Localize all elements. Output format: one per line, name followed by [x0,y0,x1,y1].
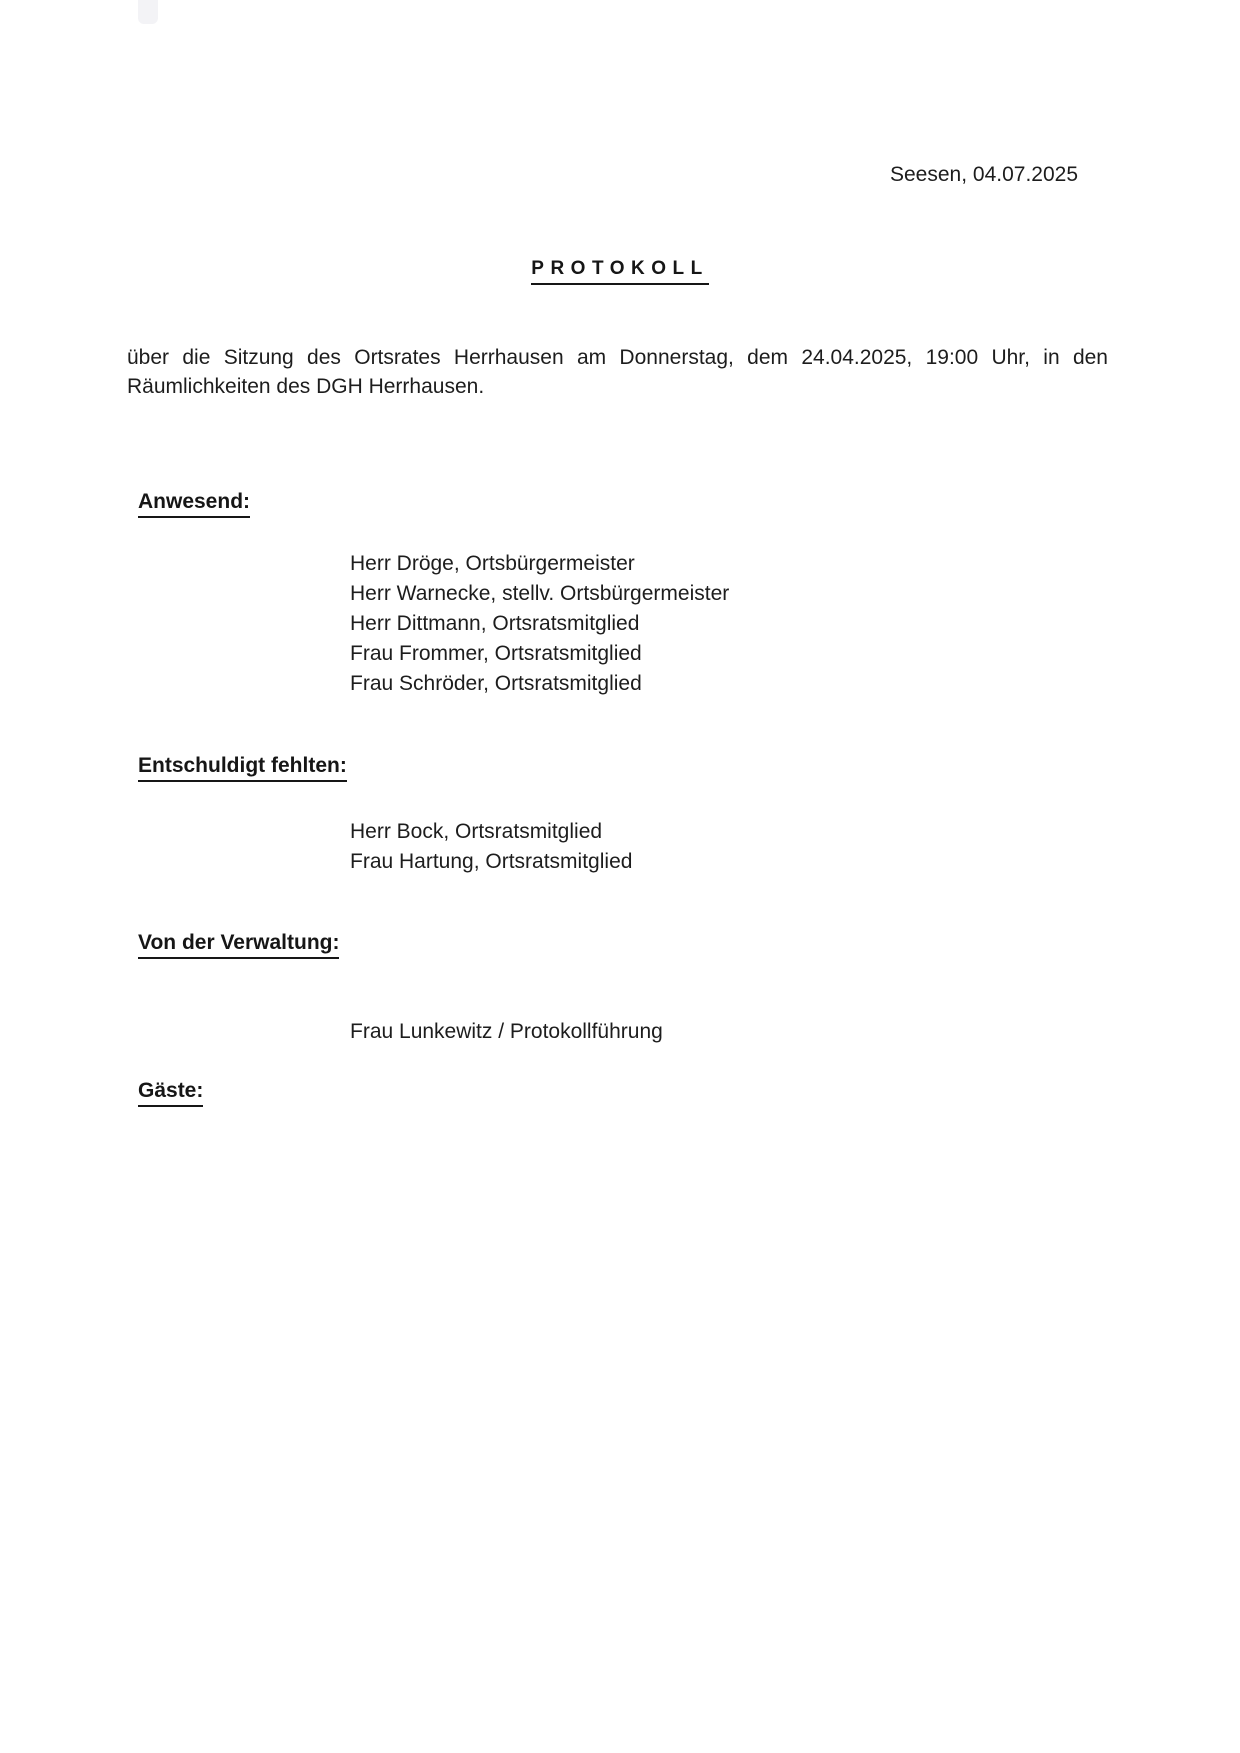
list-item: Herr Dröge, Ortsbürgermeister [350,552,635,575]
list-item: Herr Dittmann, Ortsratsmitglied [350,612,640,635]
section-heading-entschuldigt-label: Entschuldigt fehlten: [138,754,347,782]
list-item: Frau Hartung, Ortsratsmitglied [350,850,633,873]
list-item: Herr Warnecke, stellv. Ortsbürgermeister [350,582,730,605]
list-item: Frau Schröder, Ortsratsmitglied [350,672,642,695]
list-item: Frau Lunkewitz / Protokollführung [350,1020,663,1043]
document-title-row [0,256,1240,285]
section-heading-entschuldigt [138,754,347,782]
administration-list [350,1017,663,1047]
document-title: PROTOKOLL [531,258,708,285]
scan-artifact [138,0,158,24]
section-heading-anwesend [138,490,250,518]
attendee-list [350,549,729,699]
list-item: Frau Frommer, Ortsratsmitglied [350,642,642,665]
section-heading-gaeste-label: Gäste: [138,1079,203,1107]
section-heading-anwesend-label: Anwesend: [138,490,250,518]
section-heading-verwaltung [138,931,339,959]
absent-list [350,817,632,877]
section-heading-verwaltung-label: Von der Verwaltung: [138,931,339,959]
document-date: Seesen, 04.07.2025 [890,163,1078,186]
list-item: Herr Bock, Ortsratsmitglied [350,820,603,843]
intro-paragraph: über die Sitzung des Ortsrates Herrhausen am Donnerstag, dem 24.04.2025, 19:00 Uhr, in den Räumlichkeiten des DGH Herrhausen. [127,346,1108,398]
section-heading-gaeste [138,1079,203,1107]
